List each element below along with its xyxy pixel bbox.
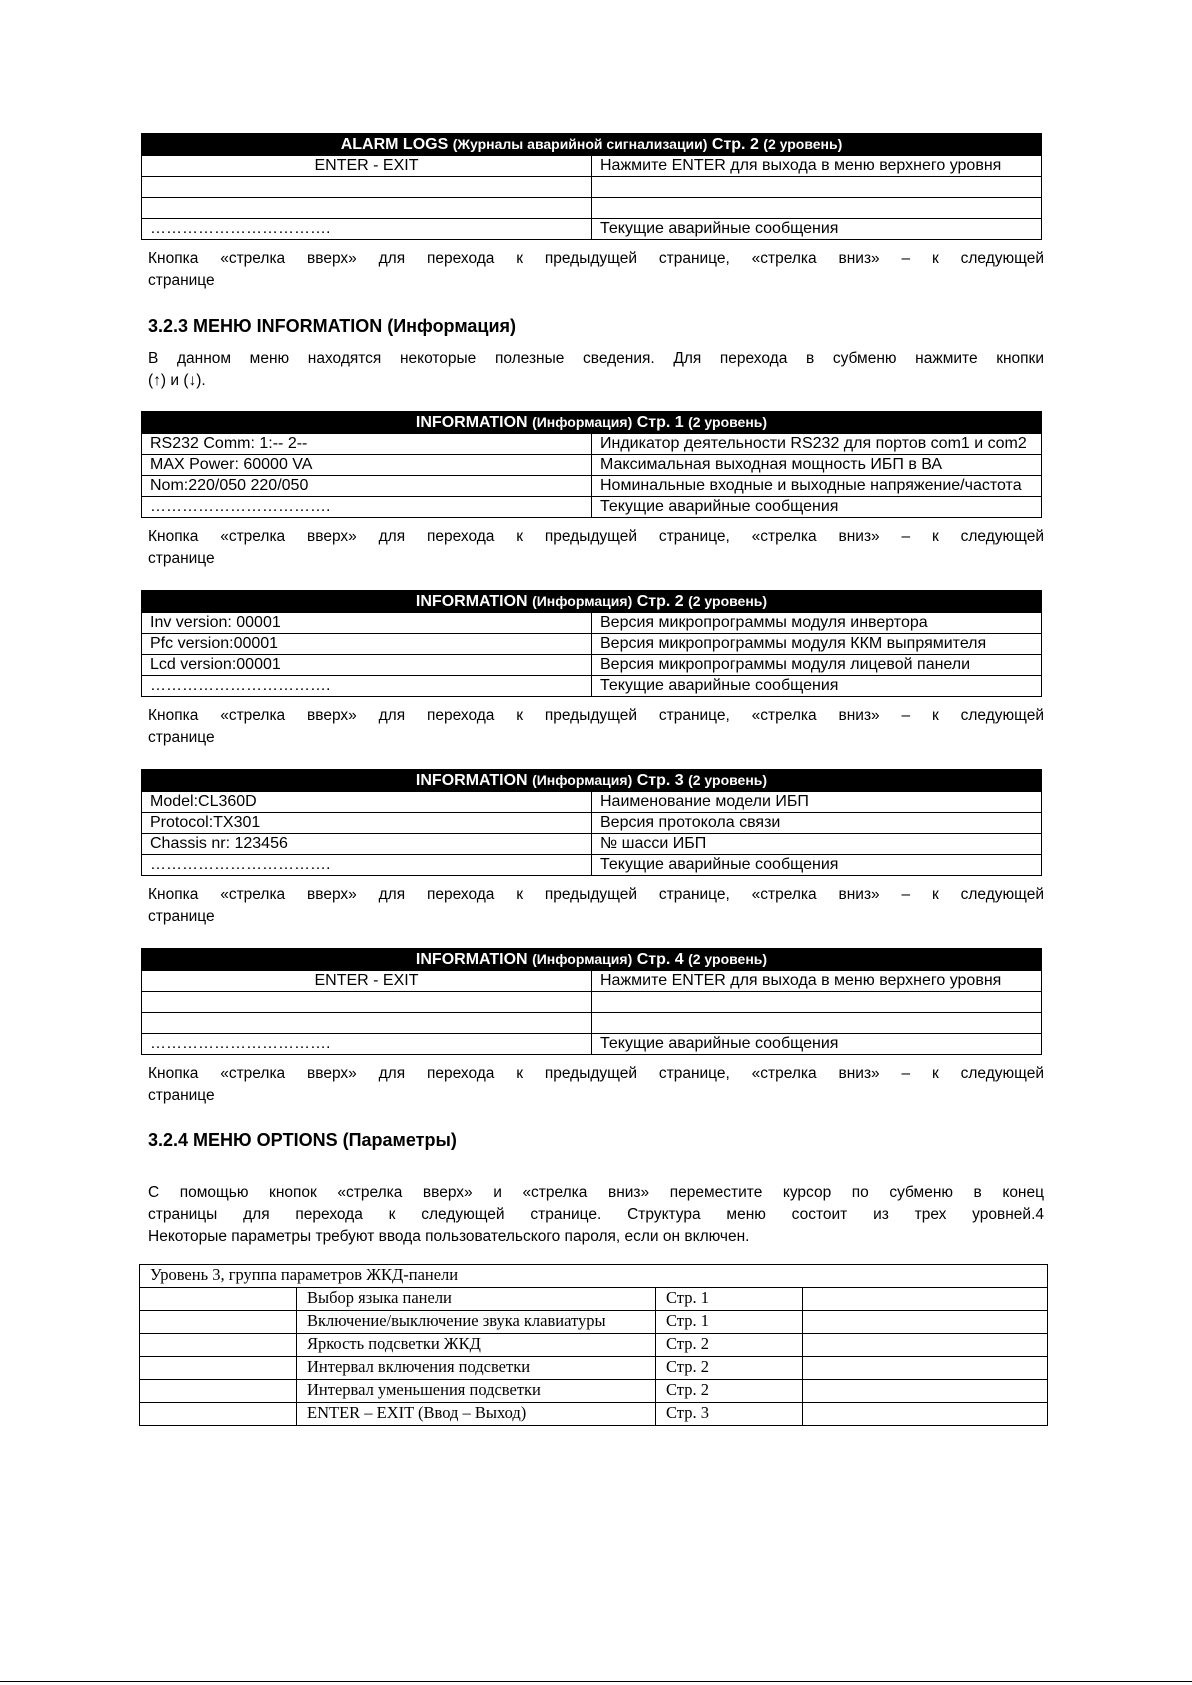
param-cell: Выбор языка панели — [297, 1288, 656, 1311]
description-cell: Версия микропрограммы модуля ККМ выпрямителя — [592, 634, 1042, 655]
description-cell: Номинальные входные и выходные напряжение/частота — [592, 476, 1042, 497]
page-cell: Стр. 2 — [656, 1357, 803, 1380]
table-row — [142, 855, 1042, 876]
table-header — [142, 591, 1042, 613]
description-cell: Индикатор деятельности RS232 для портов com1 и com2 — [592, 434, 1042, 455]
information-table — [141, 769, 1042, 876]
description-cell: Версия микропрограммы модуля лицевой панели — [592, 655, 1042, 676]
description-cell: Версия микропрограммы модуля инвертора — [592, 613, 1042, 634]
page-cell: Стр. 2 — [656, 1380, 803, 1403]
page-bottom-rule — [0, 1681, 1192, 1682]
menu-cell: Inv version: 00001 — [142, 613, 592, 634]
header-level: (2 уровень) — [688, 951, 768, 967]
header-sub: (Информация) — [532, 772, 633, 788]
menu-cell: Protocol:TX301 — [142, 813, 592, 834]
table-row — [140, 1288, 1048, 1311]
menu-cell: ……………………………. — [142, 219, 592, 240]
table-row — [142, 655, 1042, 676]
header-level: (2 уровень) — [688, 593, 768, 609]
table-row — [142, 1013, 1042, 1034]
header-level: (2 уровень) — [688, 414, 768, 430]
table-header — [142, 412, 1042, 434]
table-header — [142, 134, 1042, 156]
table-title-row — [140, 1265, 1048, 1288]
menu-cell: RS232 Comm: 1:-- 2-- — [142, 434, 592, 455]
header-sub: (Информация) — [532, 414, 633, 430]
table-row — [142, 434, 1042, 455]
description-cell — [592, 198, 1042, 219]
table-row — [142, 1034, 1042, 1055]
navigation-note: Кнопка «стрелка вверх» для перехода к предыдущей странице, «стрелка вниз» – к следующей странице — [148, 1065, 1044, 1104]
description-cell — [592, 177, 1042, 198]
param-cell: ENTER – EXIT (Ввод – Выход) — [297, 1403, 656, 1426]
menu-cell: ENTER - EXIT — [142, 971, 592, 992]
header-level: (2 уровень) — [688, 772, 768, 788]
menu-cell: Nom:220/050 220/050 — [142, 476, 592, 497]
header-page: Стр. 2 — [711, 136, 759, 153]
navigation-note: Кнопка «стрелка вверх» для перехода к предыдущей странице, «стрелка вниз» – к следующей странице — [148, 250, 1044, 289]
menu-cell: ……………………………. — [142, 497, 592, 518]
navigation-note: Кнопка «стрелка вверх» для перехода к предыдущей странице, «стрелка вниз» – к следующей странице — [148, 886, 1044, 925]
paragraph-324: С помощью кнопок «стрелка вверх» и «стрелка вниз» переместите курсор по субменю в конец страницы для перехода к следующей странице. Структура меню состоит из трех уровней.4 Некоторые параметры требуют ввода пользовательского пароля, если он включен. — [148, 1184, 1044, 1245]
page-cell: Стр. 3 — [656, 1403, 803, 1426]
navigation-note: Кнопка «стрелка вверх» для перехода к предыдущей странице, «стрелка вниз» – к следующей странице — [148, 707, 1044, 746]
menu-cell: Chassis nr: 123456 — [142, 834, 592, 855]
page-cell: Стр. 2 — [656, 1334, 803, 1357]
level3-table — [139, 1264, 1048, 1426]
table-row — [142, 813, 1042, 834]
header-main: INFORMATION — [415, 414, 528, 431]
header-page: Стр. 3 — [636, 772, 684, 789]
menu-cell: ……………………………. — [142, 676, 592, 697]
information-table — [141, 411, 1042, 518]
alarm-logs-block — [141, 133, 1042, 240]
description-cell: № шасси ИБП — [592, 834, 1042, 855]
menu-cell: Model:CL360D — [142, 792, 592, 813]
table-row — [142, 455, 1042, 476]
page-cell: Стр. 1 — [656, 1288, 803, 1311]
alarm-logs-table — [141, 133, 1042, 240]
table-row — [140, 1357, 1048, 1380]
header-sub: (Журналы аварийной сигнализации) — [452, 136, 708, 152]
description-cell: Текущие аварийные сообщения — [592, 676, 1042, 697]
header-main: ALARM LOGS — [340, 136, 449, 153]
description-cell: Текущие аварийные сообщения — [592, 219, 1042, 240]
menu-cell: Pfc version:00001 — [142, 634, 592, 655]
param-cell: Интервал включения подсветки — [297, 1357, 656, 1380]
header-page: Стр. 1 — [636, 414, 684, 431]
menu-cell — [142, 198, 592, 219]
section-heading-323: 3.2.3 МЕНЮ INFORMATION (Информация) — [148, 316, 517, 336]
menu-cell: MAX Power: 60000 VA — [142, 455, 592, 476]
table-row — [142, 198, 1042, 219]
table-row — [142, 497, 1042, 518]
description-cell: Текущие аварийные сообщения — [592, 855, 1042, 876]
information-page-3-block — [141, 769, 1042, 876]
description-cell — [592, 1013, 1042, 1034]
param-cell: Интервал уменьшения подсветки — [297, 1380, 656, 1403]
paragraph-323: В данном меню находятся некоторые полезные сведения. Для перехода в субменю нажмите кнопки (↑) и (↓). — [148, 350, 1044, 389]
description-cell: Наименование модели ИБП — [592, 792, 1042, 813]
table-row — [142, 634, 1042, 655]
description-cell: Текущие аварийные сообщения — [592, 1034, 1042, 1055]
page-cell: Стр. 1 — [656, 1311, 803, 1334]
menu-cell: ……………………………. — [142, 1034, 592, 1055]
param-cell: Яркость подсветки ЖКД — [297, 1334, 656, 1357]
table-row — [142, 613, 1042, 634]
menu-cell — [142, 992, 592, 1013]
table-row — [142, 476, 1042, 497]
table-header — [142, 949, 1042, 971]
param-cell: Включение/выключение звука клавиатуры — [297, 1311, 656, 1334]
menu-cell: Lcd version:00001 — [142, 655, 592, 676]
header-sub: (Информация) — [532, 951, 633, 967]
table-header — [142, 770, 1042, 792]
table-row — [142, 792, 1042, 813]
navigation-note: Кнопка «стрелка вверх» для перехода к предыдущей странице, «стрелка вниз» – к следующей странице — [148, 528, 1044, 567]
menu-cell — [142, 1013, 592, 1034]
table-row — [142, 177, 1042, 198]
level3-title: Уровень 3, группа параметров ЖКД-панели — [140, 1265, 1048, 1288]
table-row — [142, 156, 1042, 177]
table-row — [140, 1334, 1048, 1357]
header-page: Стр. 4 — [636, 951, 684, 968]
menu-cell: ……………………………. — [142, 855, 592, 876]
table-row — [142, 219, 1042, 240]
table-row — [142, 676, 1042, 697]
header-main: INFORMATION — [415, 951, 528, 968]
description-cell: Нажмите ENTER для выхода в меню верхнего уровня — [592, 156, 1042, 177]
table-row — [142, 834, 1042, 855]
table-row — [142, 992, 1042, 1013]
header-page: Стр. 2 — [636, 593, 684, 610]
table-row — [140, 1311, 1048, 1334]
table-row — [140, 1403, 1048, 1426]
description-cell — [592, 992, 1042, 1013]
description-cell: Текущие аварийные сообщения — [592, 497, 1042, 518]
table-row — [142, 971, 1042, 992]
header-sub: (Информация) — [532, 593, 633, 609]
information-page-2-block — [141, 590, 1042, 697]
header-main: INFORMATION — [415, 593, 528, 610]
information-table — [141, 948, 1042, 1055]
menu-cell — [142, 177, 592, 198]
level3-block — [139, 1264, 1048, 1426]
section-heading-324: 3.2.4 МЕНЮ OPTIONS (Параметры) — [148, 1130, 457, 1150]
description-cell: Нажмите ENTER для выхода в меню верхнего уровня — [592, 971, 1042, 992]
description-cell: Версия протокола связи — [592, 813, 1042, 834]
information-table — [141, 590, 1042, 697]
menu-cell: ENTER - EXIT — [142, 156, 592, 177]
header-main: INFORMATION — [415, 772, 528, 789]
information-page-4-block — [141, 948, 1042, 1055]
information-page-1-block — [141, 411, 1042, 518]
description-cell: Максимальная выходная мощность ИБП в ВА — [592, 455, 1042, 476]
header-level: (2 уровень) — [763, 136, 843, 152]
table-row — [140, 1380, 1048, 1403]
